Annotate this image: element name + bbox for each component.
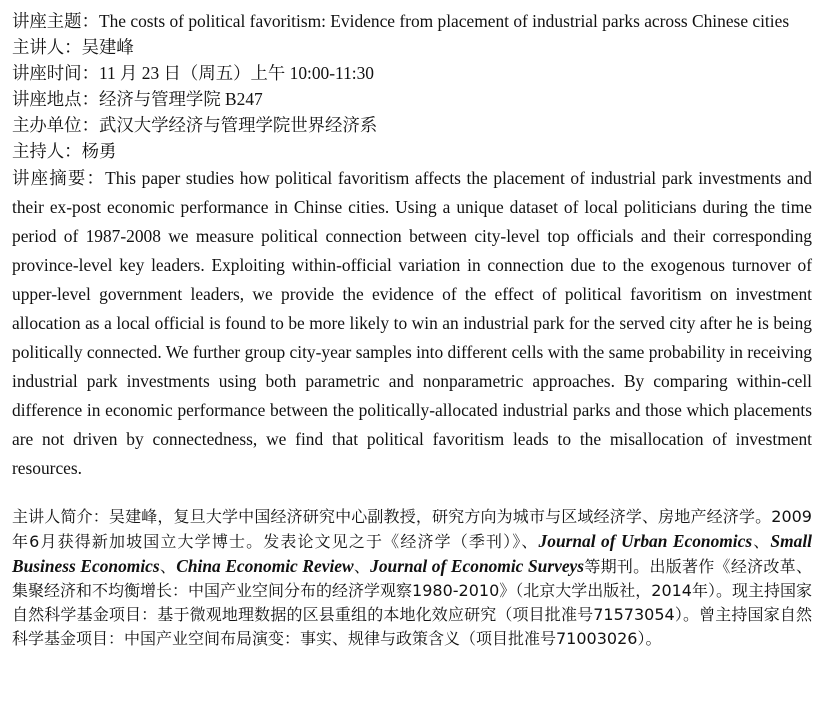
organizer-label: 主办单位： (12, 115, 99, 135)
topic-label: 讲座主题： (12, 11, 99, 31)
lecture-info (12, 8, 812, 164)
time-value: 11 月 23 日（周五）上午 10:00-11:30 (98, 63, 374, 83)
bio-journal-3: China Economic Review (176, 556, 354, 576)
abstract-paragraph (12, 164, 812, 483)
abstract-text: This paper studies how political favoritism affects the placement of industrial park investments and their ex-post economic performance in Chinse cities. Using a unique dataset of local politicians during the time period of 1987-2008 we measure political connection between city-level top officials and their corresponding province-level key leaders. Exploiting within-official variation in connection due to the exogenous turnover of upper-level government leaders, we provide the evidence of the effect of political favoritism on investment allocation as a local official is found to be more likely to win an industrial park for the served city after he is being politically connected. We further group city-year samples into different cells with the same probability in receiving industrial park investments using both parametric and nonparametric approaches. By comparing within-cell difference in economic performance between the politically-allocated industrial parks and those which placements are not driven by connectedness, we find that political favoritism leads to the misallocation of investment resources. (12, 168, 812, 478)
organizer-value: 武汉大学经济与管理学院世界经济系 (98, 115, 378, 135)
bio-journal-1: Journal of Urban Economics (538, 531, 753, 551)
bio-text-part2: 等期刊。出版著作《经济改革、集聚经济和不均衡增长：中国产业空间分布的经济学观察1980-2010》（北京大学出版社，2014年）。现主持国家自然科学基金项目：基于微观地理数据的区县重组的本地化效应研究（项目批准号71573054）。曾主持国家自然科学基金项目：中国产业空间布局演变：事实、规律与政策含义（项目批准号71003026）。 (12, 557, 812, 648)
topic-line (12, 8, 812, 34)
bio-separator-3: 、 (353, 557, 371, 576)
time-line (12, 60, 812, 86)
time-label: 讲座时间： (12, 63, 99, 83)
bio-separator-2: 、 (159, 557, 177, 576)
host-value: 杨勇 (81, 141, 117, 161)
location-value: 经济与管理学院 B247 (98, 89, 263, 109)
speaker-bio (12, 505, 812, 651)
organizer-line (12, 112, 812, 138)
host-line (12, 138, 812, 164)
topic-value: The costs of political favoritism: Evidence from placement of industrial parks across Chinese cities (98, 11, 790, 31)
bio-separator-1: 、 (752, 532, 771, 551)
lecture-announcement (12, 8, 812, 651)
location-label: 讲座地点： (12, 89, 99, 109)
abstract-label: 讲座摘要： (12, 168, 106, 188)
host-label: 主持人： (12, 141, 82, 161)
bio-text-part1: 主讲人简介：吴建峰，复旦大学中国经济研究中心副教授，研究方向为城市与区域经济学、房地产经济学。2009年6月获得新加坡国立大学博士。发表论文见之于《经济学（季刊）》、 (12, 507, 812, 551)
bio-journal-2: Small Business Economics (12, 531, 812, 576)
location-line (12, 86, 812, 112)
speaker-line (12, 34, 812, 60)
bio-journal-4: Journal of Economic Surveys (370, 556, 585, 576)
speaker-label: 主讲人： (12, 37, 82, 57)
speaker-value: 吴建峰 (81, 37, 134, 57)
